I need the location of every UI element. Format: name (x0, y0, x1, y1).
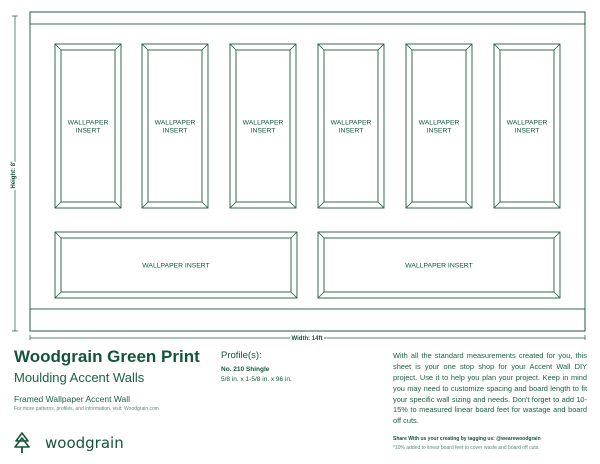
miter-joint (466, 202, 472, 208)
miter-joint (318, 232, 324, 238)
panel-label-line: WALLPAPER INSERT (142, 262, 210, 270)
miter-joint (55, 292, 61, 298)
panel-label-line: WALLPAPER (418, 119, 460, 127)
miter-joint (406, 44, 412, 50)
wall-outline (30, 12, 585, 331)
miter-joint (115, 202, 121, 208)
miter-joint (290, 44, 296, 50)
miter-joint (378, 44, 384, 50)
miter-joint (202, 44, 208, 50)
miter-joint (494, 44, 500, 50)
height-dimension (11, 16, 18, 331)
panel-label (507, 119, 548, 134)
miter-joint (291, 232, 297, 238)
wallpaper-panel (318, 232, 560, 298)
miter-joint (318, 202, 324, 208)
miter-joint (378, 202, 384, 208)
miter-joint (142, 44, 148, 50)
panel-label (331, 119, 372, 134)
panel-label-line: WALLPAPER (242, 119, 284, 127)
lower-panels (55, 232, 560, 298)
width-label: Width: 14ft (291, 336, 323, 340)
wall (30, 12, 585, 331)
panel-label-line: INSERT (426, 127, 452, 135)
miter-joint (290, 202, 296, 208)
miter-joint (115, 44, 121, 50)
wallpaper-panel (318, 44, 384, 208)
miter-joint (554, 292, 560, 298)
panel-label-line: WALLPAPER (506, 119, 548, 127)
panel-label (155, 119, 196, 134)
miter-joint (55, 202, 61, 208)
sheet-title: Woodgrain Green Print (14, 347, 200, 366)
miter-joint (466, 44, 472, 50)
profile-dimensions: 5/8 in. x 1-5/8 in. x 96 in. (221, 376, 292, 383)
miter-joint (202, 202, 208, 208)
panel-label-line: INSERT (162, 127, 188, 135)
footnote: *10% added to linear board feet to cover waste and board off cuts. (393, 445, 540, 451)
wallpaper-panel (494, 44, 560, 208)
panel-label (68, 119, 109, 134)
baseboard (30, 309, 585, 331)
miter-joint (554, 232, 560, 238)
project-description: With all the standard measurements created for you, this sheet is your one stop shop for your Accent Wall DIY project. Use it to help you plan your project. Keep in mind you may need to customize spacing and board length to fit your specific wall sizing and needs. Don't forget to add 10-15% to measured linear board feet for wastage and board off cuts. (393, 351, 587, 426)
panel-label-line: INSERT (338, 127, 364, 135)
miter-joint (55, 232, 61, 238)
miter-joint (230, 44, 236, 50)
miter-joint (55, 44, 61, 50)
panel-label-line: WALLPAPER (330, 119, 372, 127)
wallpaper-panel (142, 44, 208, 208)
share-line: Share With us your creating by tagging us: @wearewoodgrain (393, 436, 541, 442)
wallpaper-panel (230, 44, 296, 208)
panel-label-line: INSERT (514, 127, 540, 135)
woodgrain-logo (14, 432, 124, 454)
miter-joint (318, 292, 324, 298)
miter-joint (318, 44, 324, 50)
panel-label-line: INSERT (250, 127, 276, 135)
profile-name: No. 210 Shingle (221, 366, 270, 373)
miter-joint (554, 202, 560, 208)
miter-joint (230, 202, 236, 208)
panel-label (405, 262, 472, 269)
panel-label (243, 119, 284, 134)
panel-label-line: WALLPAPER INSERT (405, 262, 473, 270)
tree-icon (14, 432, 30, 454)
panel-label (419, 119, 460, 134)
panel-label (142, 262, 209, 269)
wallpaper-panel (406, 44, 472, 208)
width-dimension (30, 335, 585, 340)
info-line: For more patterns, profiles, and information, visit: Woodgrain.com (14, 406, 159, 412)
miter-joint (142, 202, 148, 208)
panel-label-line: WALLPAPER (67, 119, 109, 127)
height-label: Height: 8' (11, 161, 17, 189)
panel-label-line: INSERT (75, 127, 101, 135)
panel-label-line: WALLPAPER (154, 119, 196, 127)
top-rail (30, 12, 585, 24)
wallpaper-panel (55, 44, 121, 208)
miter-joint (406, 202, 412, 208)
sheet-subtitle: Moulding Accent Walls (14, 370, 145, 385)
miter-joint (291, 292, 297, 298)
miter-joint (494, 202, 500, 208)
logo-wordmark: woodgrain (45, 434, 124, 452)
wallpaper-panel (55, 232, 297, 298)
wall-type-label: Framed Wallpaper Accent Wall (14, 394, 131, 404)
miter-joint (554, 44, 560, 50)
upper-panels (55, 44, 560, 208)
profiles-heading: Profile(s): (221, 350, 262, 361)
